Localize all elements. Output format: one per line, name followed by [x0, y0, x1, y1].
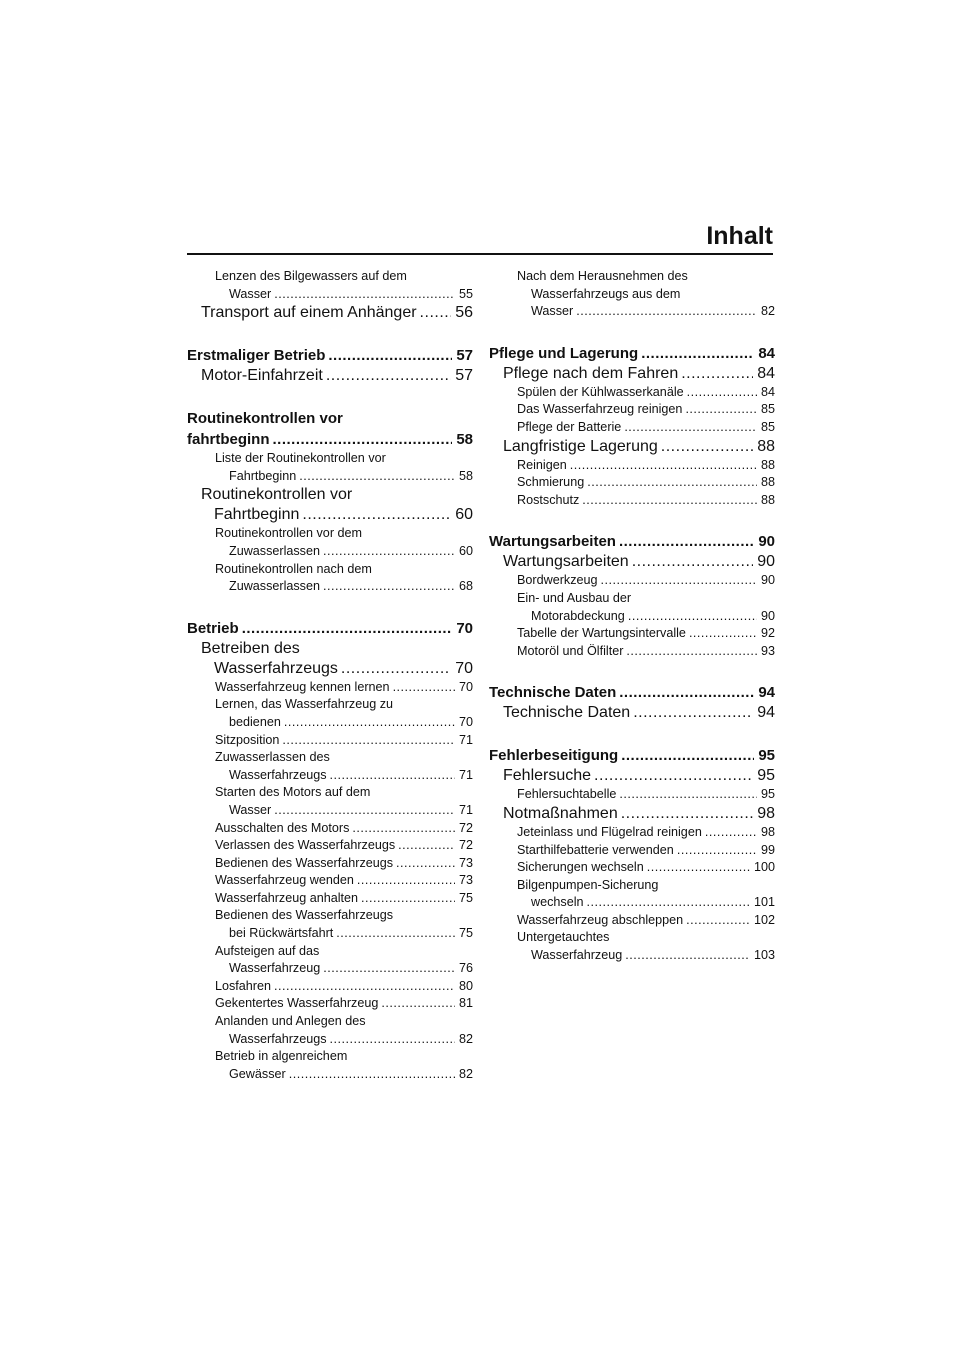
toc-subsection[interactable] — [187, 890, 473, 908]
toc-section[interactable] — [489, 766, 775, 786]
toc-subsection[interactable] — [489, 824, 775, 842]
toc-entry-text: Bedienen des Wasserfahrzeugs — [215, 908, 394, 923]
toc-page-number: 95 — [758, 747, 775, 765]
toc-page-number: 95 — [757, 767, 775, 785]
toc-entry-text: Losfahren — [215, 978, 272, 993]
section-gap — [489, 723, 775, 745]
toc-entry-text: wechseln — [531, 895, 584, 910]
toc-entry-text: Pflege der Batterie — [517, 419, 622, 434]
toc-entry-text: Zuwasserlassen — [229, 579, 320, 594]
toc-page-number: 72 — [458, 838, 473, 853]
toc-subsection[interactable] — [489, 625, 775, 643]
dot-leader — [619, 682, 754, 703]
toc-page-number: 58 — [456, 431, 473, 449]
dot-leader — [621, 745, 754, 766]
toc-subsection[interactable] — [187, 561, 473, 596]
section-gap — [187, 596, 473, 618]
toc-page-number: 81 — [458, 996, 473, 1011]
toc-subsection[interactable] — [187, 749, 473, 784]
toc-page-number: 57 — [455, 367, 473, 385]
toc-entry-text: Motoröl und Ölfilter — [517, 643, 624, 658]
dot-leader — [336, 925, 455, 943]
toc-section[interactable] — [489, 437, 775, 457]
dot-leader — [619, 786, 757, 804]
toc-page-number: 90 — [757, 553, 775, 571]
toc-subsection[interactable] — [187, 978, 473, 996]
dot-leader — [587, 474, 757, 492]
toc-subsection[interactable] — [187, 1013, 473, 1048]
toc-entry-text: bei Rückwärtsfahrt — [229, 926, 334, 941]
toc-page-number: 101 — [753, 895, 775, 910]
toc-page-number: 76 — [458, 961, 473, 976]
toc-page-number: 73 — [458, 855, 473, 870]
toc-chapter[interactable] — [489, 682, 775, 703]
toc-page-number: 95 — [760, 787, 775, 802]
dot-leader — [352, 820, 455, 838]
dot-leader — [284, 714, 455, 732]
toc-subsection[interactable] — [187, 995, 473, 1013]
toc-subsection[interactable] — [489, 457, 775, 475]
dot-leader — [689, 625, 757, 643]
section-gap — [489, 321, 775, 343]
toc-entry-text: Ausschalten des Motors — [215, 820, 350, 835]
toc-entry-text: Sitzposition — [215, 732, 280, 747]
toc-page-number: 84 — [758, 344, 775, 362]
toc-entry-text: Betreiben des — [201, 639, 300, 657]
toc-entry-text: Wasserfahrzeug — [229, 961, 321, 976]
dot-leader — [705, 824, 757, 842]
toc-subsection[interactable] — [187, 679, 473, 697]
toc-subsection[interactable] — [187, 943, 473, 978]
dot-leader — [282, 732, 455, 750]
toc-entry-text: Routinekontrollen nach dem — [215, 561, 372, 576]
dot-leader — [687, 384, 757, 402]
toc-entry-text: fahrtbeginn — [187, 431, 270, 449]
toc-entry-text: Fehlersuche — [503, 767, 592, 785]
toc-page-number: 60 — [455, 506, 473, 524]
toc-entry-text: Liste der Routinekontrollen vor — [215, 451, 386, 466]
toc-page-number: 88 — [760, 475, 775, 490]
toc-entry-text: Zuwasserlassen — [229, 543, 320, 558]
toc-page-number: 88 — [760, 492, 775, 507]
toc-entry-text: Wasser — [229, 802, 272, 817]
toc-page-number: 82 — [458, 1066, 473, 1081]
toc-section[interactable] — [489, 703, 775, 723]
toc-entry-text: Das Wasserfahrzeug reinigen — [517, 402, 683, 417]
toc-entry-text: Starthilfebatterie verwenden — [517, 842, 674, 857]
toc-entry-text: Reinigen — [517, 457, 567, 472]
toc-chapter[interactable] — [187, 345, 473, 366]
toc-entry-text: Sicherungen wechseln — [517, 860, 644, 875]
dot-leader — [677, 842, 757, 860]
toc-subsection[interactable] — [489, 877, 775, 912]
toc-chapter[interactable] — [187, 408, 473, 450]
toc-entry-text: Tabelle der Wartungsintervalle — [517, 626, 686, 641]
toc-page-number: 70 — [458, 714, 473, 729]
toc-subsection[interactable] — [187, 907, 473, 942]
toc-column-left — [187, 268, 473, 1083]
toc-entry-text: Nach dem Herausnehmen des — [517, 269, 688, 283]
toc-section[interactable] — [489, 552, 775, 572]
toc-chapter[interactable] — [489, 531, 775, 552]
toc-entry-text: Wasserfahrzeugs — [229, 1031, 327, 1046]
header-rule — [187, 253, 773, 255]
dot-leader — [289, 1066, 455, 1084]
section-gap — [187, 386, 473, 408]
toc-entry-text: Gekentertes Wasserfahrzeug — [215, 996, 379, 1011]
toc-entry-text: Technische Daten — [489, 684, 617, 702]
toc-page-number: 99 — [760, 842, 775, 857]
toc-entry-text: Untergetauchtes — [517, 930, 610, 945]
dot-leader — [685, 401, 757, 419]
section-gap — [187, 323, 473, 345]
toc-subsection[interactable] — [489, 929, 775, 964]
toc-entry-text: Wartungsarbeiten — [489, 533, 616, 551]
toc-page-number: 70 — [456, 619, 473, 637]
toc-page-number: 71 — [458, 767, 473, 782]
toc-entry-text: Wasserfahrzeug wenden — [215, 873, 354, 888]
toc-entry-text: bedienen — [229, 714, 281, 729]
toc-entry-text: Transport auf einem Anhänger — [201, 304, 417, 322]
toc-entry-text: Bilgenpumpen-Sicherung — [517, 877, 659, 892]
toc-section[interactable] — [489, 804, 775, 824]
toc-entry-text: Wartungsarbeiten — [503, 553, 629, 571]
toc-page-number: 73 — [458, 873, 473, 888]
toc-subsection[interactable] — [187, 784, 473, 819]
dot-leader — [302, 505, 451, 525]
dot-leader — [323, 960, 455, 978]
toc-entry-text: Spülen der Kühlwasserkanäle — [517, 384, 684, 399]
toc-entry-text: Zuwasserlassen des — [215, 750, 330, 765]
toc-entry-text: Wasserfahrzeug — [531, 948, 623, 963]
toc-subsection[interactable] — [187, 525, 473, 560]
toc-page-number: 93 — [760, 643, 775, 658]
dot-leader — [621, 804, 753, 824]
dot-leader — [624, 419, 757, 437]
toc-entry-text: Wasserfahrzeugs aus dem — [531, 286, 681, 301]
dot-leader — [274, 978, 455, 996]
dot-leader — [242, 618, 453, 639]
toc-chapter[interactable] — [489, 745, 775, 766]
dot-leader — [273, 429, 453, 450]
toc-page-number: 85 — [760, 419, 775, 434]
toc-entry-text: Pflege und Lagerung — [489, 344, 639, 362]
toc-entry-text: Wasser — [229, 286, 272, 301]
toc-subsection[interactable] — [187, 820, 473, 838]
toc-subsection[interactable] — [187, 268, 473, 303]
toc-subsection[interactable] — [489, 492, 775, 510]
toc-page-number: 57 — [456, 347, 473, 365]
dot-leader — [323, 578, 455, 596]
dot-leader — [570, 457, 757, 475]
dot-leader — [647, 859, 750, 877]
toc-page-number: 88 — [760, 457, 775, 472]
toc-entry-text: Fahrtbeginn — [229, 468, 297, 483]
dot-leader — [576, 303, 757, 321]
toc-subsection[interactable] — [489, 384, 775, 402]
toc-page-number: 82 — [760, 304, 775, 319]
section-gap — [489, 509, 775, 531]
toc-entry-text: Bordwerkzeug — [517, 573, 598, 588]
toc-chapter[interactable] — [187, 618, 473, 639]
toc-entry-text: Motor-Einfahrzeit — [201, 367, 323, 385]
toc-entry-text: Routinekontrollen vor — [201, 486, 353, 504]
toc-page-number: 94 — [757, 704, 775, 722]
toc-page-number: 84 — [760, 384, 775, 399]
toc-page-number: 88 — [757, 437, 775, 455]
toc-page-number: 92 — [760, 626, 775, 641]
dot-leader — [641, 343, 754, 364]
toc-page-number: 100 — [753, 860, 775, 875]
toc-subsection[interactable] — [187, 450, 473, 485]
toc-subsection[interactable] — [489, 590, 775, 625]
dot-leader — [357, 872, 455, 890]
dot-leader — [330, 1031, 455, 1049]
dot-leader — [330, 767, 455, 785]
toc-entry-text: Erstmaliger Betrieb — [187, 347, 326, 365]
dot-leader — [393, 679, 455, 697]
toc-entry-text: Ein- und Ausbau der — [517, 590, 632, 605]
dot-leader — [619, 531, 754, 552]
toc-entry-text: Pflege nach dem Fahren — [503, 364, 679, 382]
toc-section[interactable] — [187, 639, 473, 679]
toc-entry-text: Fahrtbeginn — [214, 506, 300, 524]
toc-entry-text: Technische Daten — [503, 704, 631, 722]
toc-page-number: 90 — [760, 608, 775, 623]
toc-page-number: 90 — [760, 573, 775, 588]
dot-leader — [633, 703, 753, 723]
dot-leader — [398, 837, 455, 855]
page-title: Inhalt — [706, 222, 773, 250]
dot-leader — [661, 437, 753, 457]
toc-subsection[interactable] — [489, 643, 775, 661]
toc-page-number: 90 — [758, 533, 775, 551]
toc-subsection[interactable] — [187, 872, 473, 890]
toc-subsection[interactable] — [489, 859, 775, 877]
toc-entry-text: Wasserfahrzeugs — [214, 659, 338, 677]
dot-leader — [299, 468, 455, 486]
dot-leader — [420, 303, 452, 323]
toc-page-number: 103 — [753, 948, 775, 963]
toc-page-number: 80 — [458, 978, 473, 993]
toc-column-right — [489, 268, 775, 965]
toc-page-number: 70 — [458, 679, 473, 694]
dot-leader — [328, 345, 452, 366]
dot-leader — [601, 572, 757, 590]
toc-entry-text: Bedienen des Wasserfahrzeugs — [215, 855, 394, 870]
toc-page-number: 72 — [458, 820, 473, 835]
toc-subsection[interactable] — [489, 912, 775, 930]
toc-page-number: 75 — [458, 890, 473, 905]
dot-leader — [625, 947, 750, 965]
dot-leader — [326, 366, 451, 386]
toc-entry-text: Betrieb in algenreichem — [215, 1049, 348, 1064]
dot-leader — [274, 802, 455, 820]
toc-entry-text: Verlassen des Wasserfahrzeugs — [215, 838, 396, 853]
toc-entry-text: Wasser — [531, 304, 574, 319]
dot-leader — [626, 643, 757, 661]
dot-leader — [274, 286, 455, 304]
toc-entry-text: Langfristige Lagerung — [503, 437, 658, 455]
toc-entry-text: Lernen, das Wasserfahrzeug zu — [215, 697, 394, 712]
toc-entry-text: Starten des Motors auf dem — [215, 785, 371, 800]
toc-entry-text: Anlanden und Anlegen des — [215, 1014, 366, 1029]
toc-entry-text: Fehlerbeseitigung — [489, 747, 619, 765]
toc-page-number: 68 — [458, 579, 473, 594]
toc-entry-text: Wasserfahrzeug anhalten — [215, 890, 359, 905]
toc-page-number: 94 — [758, 684, 775, 702]
toc-entry-text: Aufsteigen auf das — [215, 943, 320, 958]
dot-leader — [396, 855, 455, 873]
dot-leader — [686, 912, 750, 930]
toc-entry-text: Wasserfahrzeug abschleppen — [517, 912, 684, 927]
dot-leader — [628, 608, 757, 626]
toc-subsection[interactable] — [489, 401, 775, 419]
toc-subsection[interactable] — [489, 268, 775, 321]
toc-entry-text: Fehlersuchtabelle — [517, 787, 617, 802]
toc-entry-text: Rostschutz — [517, 492, 580, 507]
dot-leader — [681, 364, 753, 384]
toc-entry-text: Schmierung — [517, 475, 585, 490]
toc-entry-text: Wasserfahrzeugs — [229, 767, 327, 782]
toc-entry-text: Betrieb — [187, 619, 239, 637]
toc-subsection[interactable] — [187, 855, 473, 873]
toc-page-number: 82 — [458, 1031, 473, 1046]
toc-page-number: 58 — [458, 468, 473, 483]
toc-subsection[interactable] — [489, 786, 775, 804]
toc-page-number: 98 — [760, 824, 775, 839]
dot-leader — [632, 552, 754, 572]
dot-leader — [594, 766, 753, 786]
dot-leader — [587, 894, 750, 912]
dot-leader — [341, 659, 451, 679]
toc-entry-text: Routinekontrollen vor — [187, 410, 343, 428]
toc-page-number: 71 — [458, 802, 473, 817]
toc-page-number: 70 — [455, 659, 473, 677]
dot-leader — [361, 890, 455, 908]
toc-subsection[interactable] — [489, 572, 775, 590]
dot-leader — [323, 543, 455, 561]
toc-entry-text: Routinekontrollen vor dem — [215, 526, 363, 541]
toc-page-number: 102 — [753, 912, 775, 927]
toc-section[interactable] — [187, 366, 473, 386]
toc-subsection[interactable] — [187, 837, 473, 855]
toc-entry-text: Gewässer — [229, 1066, 286, 1081]
toc-subsection[interactable] — [187, 1048, 473, 1083]
toc-entry-text: Notmaßnahmen — [503, 804, 618, 822]
toc-entry-text: Jeteinlass und Flügelrad reinigen — [517, 824, 702, 839]
toc-page-number: 56 — [455, 304, 473, 322]
toc-entry-text: Motorabdeckung — [531, 608, 625, 623]
toc-subsection[interactable] — [187, 696, 473, 731]
toc-section[interactable] — [187, 485, 473, 525]
toc-subsection[interactable] — [489, 842, 775, 860]
toc-page-number: 60 — [458, 543, 473, 558]
toc-section[interactable] — [187, 303, 473, 323]
toc-page-number: 84 — [757, 364, 775, 382]
toc-page-number: 98 — [757, 804, 775, 822]
toc-page-number: 75 — [458, 926, 473, 941]
toc-subsection[interactable] — [489, 474, 775, 492]
toc-subsection[interactable] — [489, 419, 775, 437]
toc-page-number: 71 — [458, 732, 473, 747]
toc-page-number: 55 — [458, 286, 473, 301]
toc-entry-text: Lenzen des Bilgewassers auf dem — [215, 269, 407, 283]
toc-chapter[interactable] — [489, 343, 775, 364]
dot-leader — [582, 492, 757, 510]
toc-page-number: 85 — [760, 402, 775, 417]
dot-leader — [381, 995, 455, 1013]
section-gap — [489, 660, 775, 682]
toc-entry-text: Wasserfahrzeug kennen lernen — [215, 679, 390, 694]
toc-subsection[interactable] — [187, 732, 473, 750]
toc-section[interactable] — [489, 364, 775, 384]
